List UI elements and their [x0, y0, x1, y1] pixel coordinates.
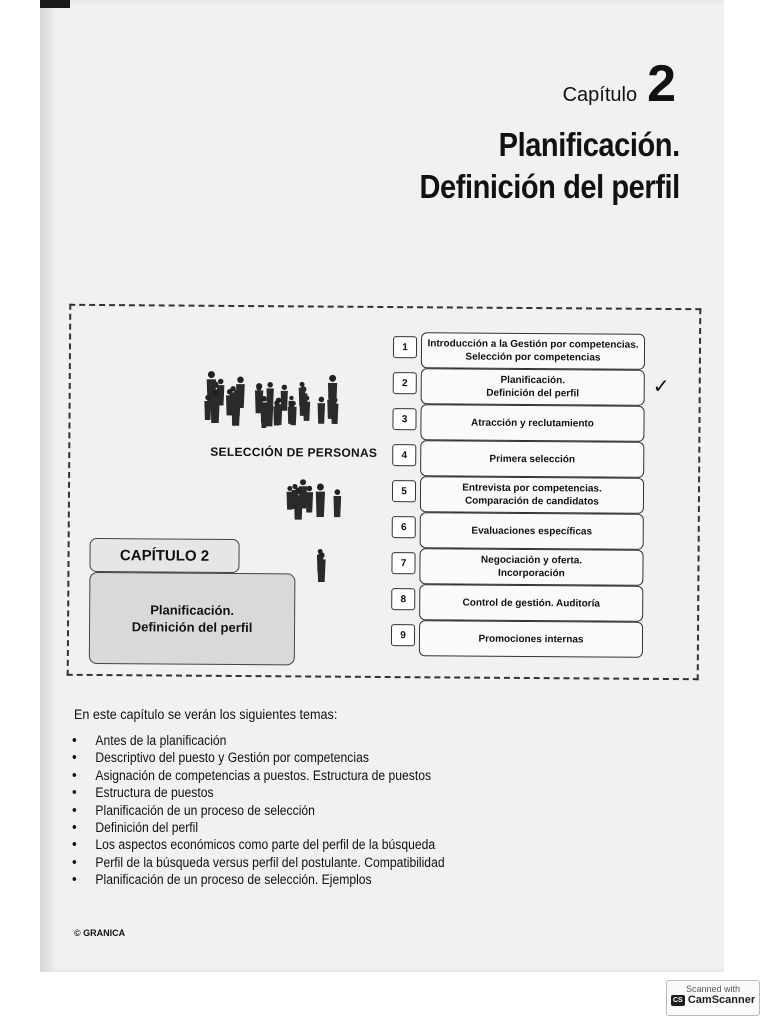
person-silhouette — [281, 385, 288, 411]
chapter-list-number: 1 — [393, 336, 417, 358]
page-corner — [40, 0, 70, 8]
selection-label: SELECCIÓN DE PERSONAS — [210, 444, 378, 460]
chapter-list-number: 6 — [392, 516, 416, 538]
pair-illustration — [307, 547, 341, 587]
chapter-list-row — [393, 332, 653, 370]
topic-item: • Descriptivo del puesto y Gestión por competencias — [72, 749, 486, 766]
chapter-list-row — [392, 404, 652, 442]
person-silhouette — [333, 489, 341, 517]
chapter-list-row — [391, 620, 651, 658]
chapter-list-item: Planificación. Definición del perfil — [421, 368, 645, 406]
chapter-box — [89, 572, 296, 665]
topic-item: • Planificación de un proceso de selección — [72, 802, 486, 819]
chapter-list-number: 8 — [391, 588, 415, 610]
chapter-diagram — [67, 304, 702, 680]
topic-item: • Asignación de competencias a puestos. Estructura de puestos — [72, 767, 486, 784]
group-illustration — [280, 479, 344, 523]
chapter-list-row — [391, 584, 651, 622]
chapter-list-item: Evaluaciones específicas — [420, 512, 644, 550]
scanner-brand — [667, 994, 759, 1006]
chapter-heading — [562, 55, 676, 113]
topics-list — [72, 732, 532, 889]
chapter-tab: CAPÍTULO 2 — [89, 538, 239, 573]
chapter-list-number: 9 — [391, 624, 415, 646]
person-silhouette — [299, 382, 306, 406]
title-line-2: Definición del perfil — [419, 168, 680, 205]
chapter-list-item: Primera selección — [420, 440, 644, 478]
camscanner-logo-icon: CS — [671, 995, 685, 1006]
person-silhouette — [316, 484, 325, 517]
copyright: © GRANICA — [74, 928, 126, 938]
chapter-list-number: 3 — [392, 408, 416, 430]
chapter-list-number: 4 — [392, 444, 416, 466]
intro-text: En este capítulo se verán los siguientes temas: — [74, 706, 338, 722]
chapter-list-item: Introducción a la Gestión por competencias. Selección por competencias — [421, 332, 645, 370]
chapter-list-row — [392, 512, 652, 550]
chapter-list-item: Control de gestión. Auditoría — [419, 584, 643, 622]
chapter-list-item: Negociación y oferta. Incorporación — [419, 548, 643, 586]
title-line-1: Planificación. — [498, 126, 680, 163]
scanner-brand-name: CamScanner — [687, 994, 756, 1006]
chapter-list-number: 5 — [392, 480, 416, 502]
chapter-list-number: 2 — [393, 372, 417, 394]
topic-item: • Definición del perfil — [72, 819, 486, 836]
person-silhouette — [328, 375, 338, 409]
topic-item: • Antes de la planificación — [72, 732, 486, 749]
chapter-list-row — [392, 476, 652, 514]
chapter-box-label: Planificación. Definición del perfil — [131, 602, 253, 636]
chapter-number: 2 — [647, 55, 676, 113]
chapter-list — [391, 332, 670, 658]
chapter-word: Capítulo — [562, 84, 638, 106]
chapter-list-row — [392, 440, 652, 478]
person-silhouette — [236, 377, 245, 408]
person-silhouette — [317, 397, 325, 424]
crowd-illustration — [200, 361, 340, 432]
camscanner-badge — [666, 980, 760, 1016]
scanner-caption: Scanned with — [685, 984, 741, 994]
chapter-list-item: Entrevista por competencias. Comparación de candidatos — [420, 476, 644, 514]
topic-item: • Perfil de la búsqueda versus perfil del postulante. Compatibilidad — [72, 854, 486, 871]
chapter-title — [420, 124, 680, 208]
topic-item: • Estructura de puestos — [72, 784, 486, 801]
chapter-list-row — [393, 368, 670, 406]
chapter-list-item: Promociones internas — [419, 620, 643, 658]
checkmark-icon: ✓ — [652, 375, 670, 398]
chapter-list-item: Atracción y reclutamiento — [420, 404, 644, 442]
person-silhouette — [273, 400, 280, 425]
chapter-list-number: 7 — [391, 552, 415, 574]
topic-item: • Planificación de un proceso de selección. Ejemplos — [72, 871, 486, 888]
chapter-list-row — [391, 548, 651, 586]
topic-item: • Los aspectos económicos como parte del perfil de la búsqueda — [72, 836, 486, 853]
